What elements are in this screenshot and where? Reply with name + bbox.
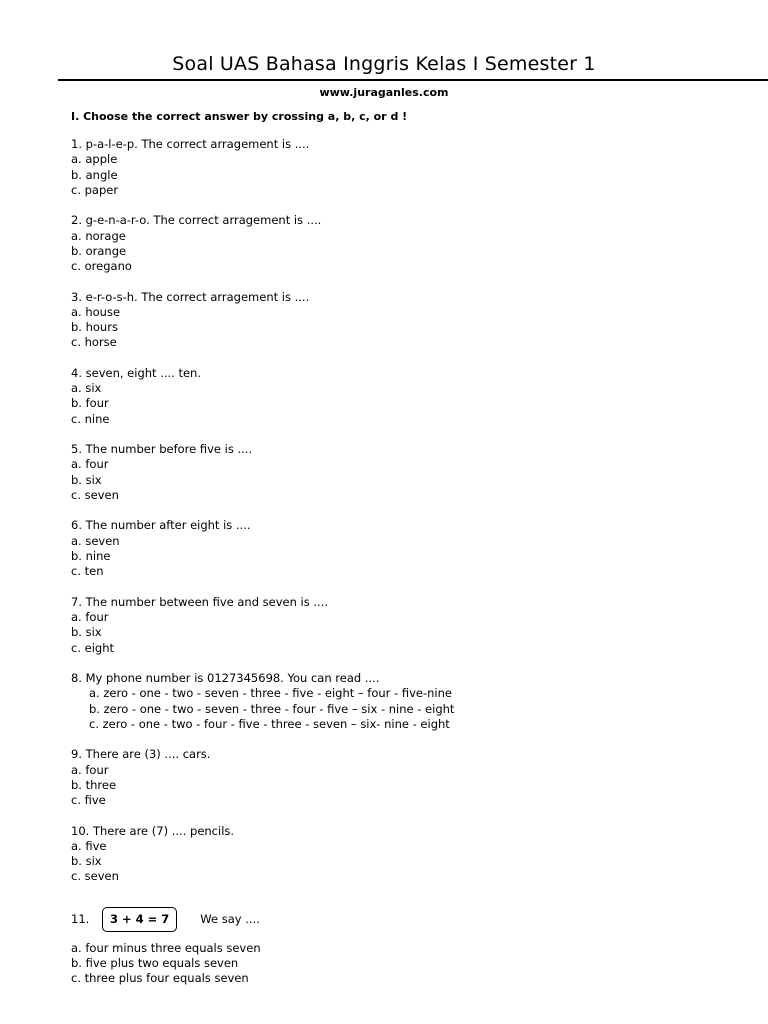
option-b[interactable]: b. six	[71, 854, 102, 869]
option-a[interactable]: a. five	[71, 838, 107, 853]
question-11-row	[71, 905, 454, 935]
option-b[interactable]: b. hours	[71, 320, 118, 335]
option-b[interactable]: b. zero - one - two - seven - three - four - five – six - nine - eight	[89, 701, 455, 716]
question-text: 3. e-r-o-s-h. The correct arragement is ....	[71, 289, 310, 304]
page-title: Soal UAS Bahasa Inggris Kelas I Semester 1	[172, 53, 596, 75]
option-a[interactable]: a. zero - one - two - seven - three - five - eight – four - five-nine	[89, 686, 452, 701]
question-11	[71, 905, 454, 987]
question-text: 5. The number before five is ....	[71, 442, 253, 457]
option-c[interactable]: c. oregano	[71, 259, 132, 274]
question-text: 7. The number between five and seven is ....	[71, 594, 329, 609]
option-c[interactable]: c. ten	[71, 564, 104, 579]
option-b[interactable]: b. orange	[71, 243, 127, 258]
question-list	[71, 137, 454, 1002]
option-a[interactable]: a. four	[71, 609, 109, 624]
option-c[interactable]: c. paper	[71, 182, 119, 197]
option-a[interactable]: a. apple	[71, 152, 118, 167]
question-4	[71, 366, 454, 427]
option-a[interactable]: a. six	[71, 381, 102, 396]
option-a[interactable]: a. house	[71, 304, 121, 319]
question-6	[71, 518, 454, 579]
option-b[interactable]: b. nine	[71, 549, 111, 563]
question-9	[71, 747, 454, 808]
question-3	[71, 290, 454, 351]
option-c[interactable]: c. nine	[71, 411, 110, 426]
option-c[interactable]: c. three plus four equals seven	[71, 971, 249, 986]
option-b[interactable]: b. four	[71, 396, 109, 411]
option-a[interactable]: a. seven	[71, 533, 120, 548]
question-text: 4. seven, eight .... ten.	[71, 365, 202, 380]
option-c[interactable]: c. seven	[71, 488, 119, 503]
option-b[interactable]: b. angle	[71, 167, 118, 182]
option-c[interactable]: c. eight	[71, 640, 115, 655]
option-a[interactable]: a. norage	[71, 228, 126, 243]
question-7	[71, 595, 454, 656]
option-c[interactable]: c. seven	[71, 869, 119, 884]
option-b[interactable]: b. three	[71, 777, 117, 792]
equation-box: 3 + 4 = 7	[102, 907, 177, 932]
question-text: 10. There are (7) .... pencils.	[71, 823, 235, 838]
question-5	[71, 442, 454, 503]
title-divider	[58, 79, 768, 81]
option-a[interactable]: a. four minus three equals seven	[71, 940, 261, 955]
question-1	[71, 137, 454, 198]
option-c[interactable]: c. horse	[71, 335, 117, 350]
question-text: We say ....	[200, 912, 260, 927]
option-b[interactable]: b. five plus two equals seven	[71, 956, 239, 971]
question-text: 1. p-a-l-e-p. The correct arragement is ....	[71, 137, 310, 151]
question-text: 2. g-e-n-a-r-o. The correct arragement is ....	[71, 213, 322, 228]
option-a[interactable]: a. four	[71, 762, 109, 777]
question-10	[71, 824, 454, 885]
question-2	[71, 213, 454, 274]
site-url: www.juraganles.com	[319, 86, 449, 99]
question-text: 9. There are (3) .... cars.	[71, 747, 211, 762]
option-b[interactable]: b. six	[71, 625, 102, 640]
question-text: 6. The number after eight is ....	[71, 518, 251, 533]
question-8	[71, 671, 454, 732]
option-b[interactable]: b. six	[71, 472, 102, 487]
instructions-heading: I. Choose the correct answer by crossing a, b, c, or d !	[71, 110, 408, 123]
option-c[interactable]: c. five	[71, 793, 106, 808]
question-number: 11.	[71, 912, 90, 927]
option-a[interactable]: a. four	[71, 457, 109, 472]
option-c[interactable]: c. zero - one - two - four - five - three - seven – six- nine - eight	[89, 716, 450, 731]
question-text: 8. My phone number is 0127345698. You can read ....	[71, 670, 380, 685]
